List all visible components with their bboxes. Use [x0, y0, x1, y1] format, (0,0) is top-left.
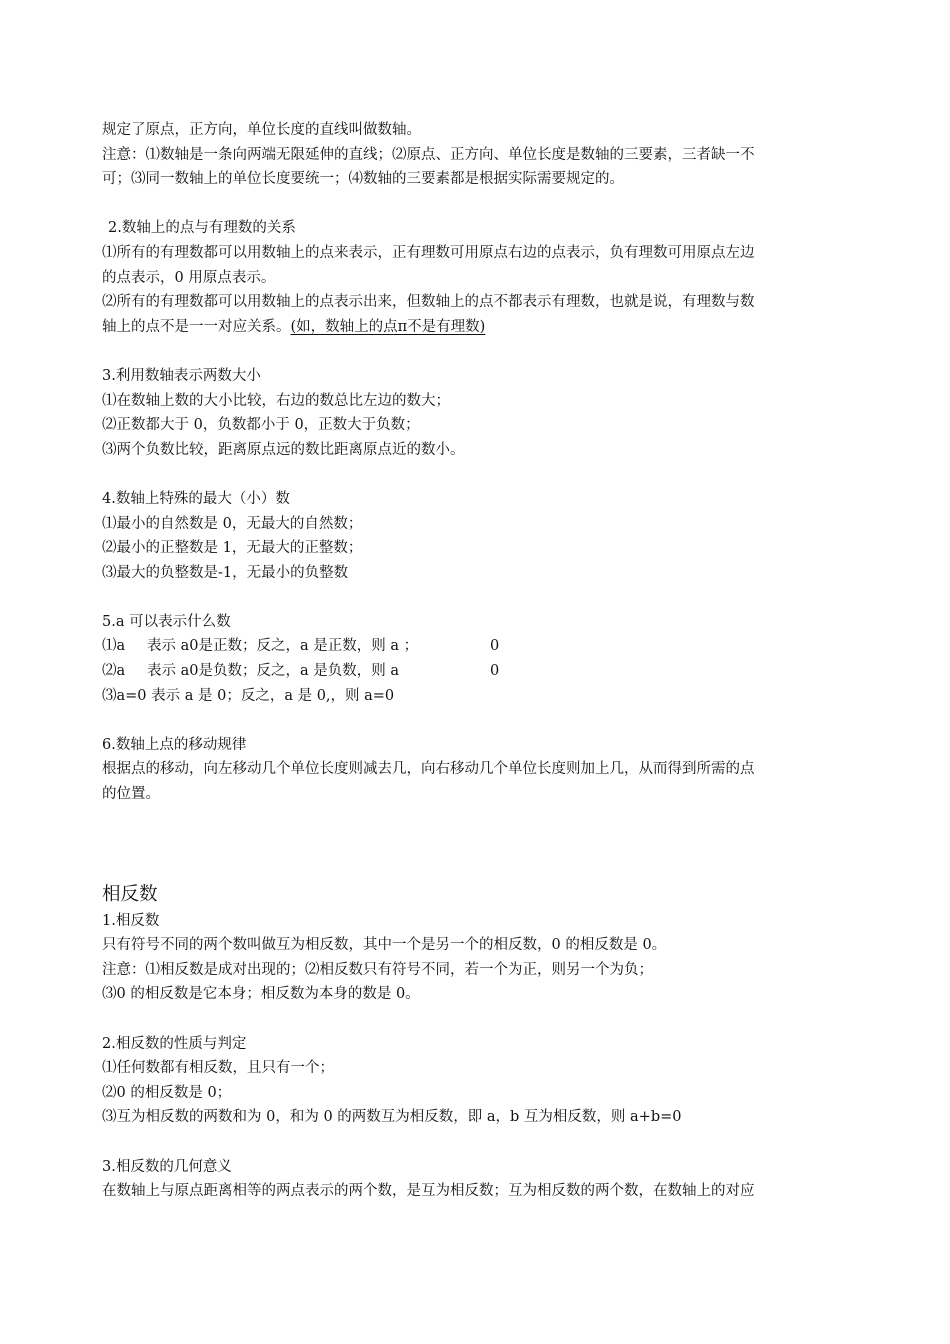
section-5-line-1-text: 表示 a0是正数；反之，a 是正数，则 a ；	[147, 638, 419, 655]
opposite-2-line-3: ⑶互为相反数的两数和为 0，和为 0 的两数互为相反数，即 a，b 互为相反数，则 a+b=0	[102, 1109, 682, 1126]
section-4-line-2: ⑵最小的正整数是 1，无最大的正整数；	[102, 540, 363, 557]
section-5-line-3: ⑶a=0 表示 a 是 0；反之，a 是 0,，则 a=0	[102, 687, 395, 704]
section-4-line-3: ⑶最大的负整数是-1，无最小的负整数	[102, 564, 349, 581]
section-3-line-3: ⑶两个负数比较，距离原点远的数比距离原点近的数小。	[102, 441, 465, 458]
opposite-2-line-2: ⑵0 的相反数是 0；	[102, 1084, 232, 1101]
axis-definition: 规定了原点，正方向，单位长度的直线叫做数轴。	[102, 122, 421, 138]
section-3-line-1: ⑴在数轴上数的大小比较，右边的数总比左边的数大；	[102, 392, 450, 409]
section-5-line-2-zero: 0	[490, 663, 500, 680]
opposite-1-line-1: 只有符号不同的两个数叫做互为相反数，其中一个是另一个的相反数，0 的相反数是 0。	[102, 937, 667, 954]
section-6-line-1: 根据点的移动，向左移动几个单位长度则减去几，向右移动几个单位长度则加上几，从而得到所需的点	[102, 761, 755, 778]
section-5-line-2-label: ⑵a	[102, 663, 126, 680]
section-5-line-2	[102, 659, 862, 684]
axis-note-line-2: 可；⑶同一数轴上的单位长度要统一；⑷数轴的三要素都是根据实际需要规定的。	[102, 171, 624, 188]
opposite-1-title: 1.相反数	[102, 912, 160, 929]
section-2-line-4-text: 轴上的点不是一一对应关系。	[102, 318, 291, 335]
section-2-line-1: ⑴所有的有理数都可以用数轴上的点来表示，正有理数可用原点右边的点表示，负有理数可用原点左边	[102, 244, 755, 261]
pi-example-note: (如，数轴上的点π不是有理数)	[290, 318, 486, 335]
opposite-3-title: 3.相反数的几何意义	[102, 1158, 232, 1175]
section-5-line-1-label: ⑴a	[102, 638, 126, 655]
section-5-line-1	[102, 634, 862, 659]
opposite-3-line-1: 在数轴上与原点距离相等的两点表示的两个数，是互为相反数；互为相反数的两个数，在数轴上的对应	[102, 1183, 755, 1200]
section-3-title: 3.利用数轴表示两数大小	[102, 367, 261, 384]
opposite-numbers-heading: 相反数	[102, 883, 158, 905]
section-3-line-2: ⑵正数都大于 0，负数都小于 0，正数大于负数；	[102, 417, 420, 434]
section-4-line-1: ⑴最小的自然数是 0，无最大的自然数；	[102, 515, 363, 532]
section-2-line-2: 的点表示，0 用原点表示。	[102, 269, 276, 286]
section-5-title: 5.a 可以表示什么数	[102, 613, 231, 630]
document-page	[102, 118, 862, 1204]
opposite-1-line-2: 注意：⑴相反数是成对出现的；⑵相反数只有符号不同，若一个为正，则另一个为负；	[102, 961, 653, 978]
opposite-2-line-1: ⑴任何数都有相反数，且只有一个；	[102, 1060, 334, 1077]
section-4-title: 4.数轴上特殊的最大（小）数	[102, 490, 290, 507]
section-5-line-1-zero: 0	[490, 638, 500, 655]
opposite-2-title: 2.相反数的性质与判定	[102, 1035, 247, 1052]
section-2-title: 2.数轴上的点与有理数的关系	[108, 220, 296, 237]
section-2-line-4	[102, 315, 862, 340]
section-5-line-2-text: 表示 a0是负数；反之，a 是负数，则 a	[147, 663, 399, 680]
section-6-title: 6.数轴上点的移动规律	[102, 736, 247, 753]
axis-note-line-1: 注意：⑴数轴是一条向两端无限延伸的直线；⑵原点、正方向、单位长度是数轴的三要素，三者缺一不	[102, 146, 755, 163]
section-2-line-3: ⑵所有的有理数都可以用数轴上的点表示出来，但数轴上的点不都表示有理数，也就是说，有理数与数	[102, 294, 755, 311]
opposite-1-line-3: ⑶0 的相反数是它本身；相反数为本身的数是 0。	[102, 986, 420, 1003]
section-6-line-2: 的位置。	[102, 786, 160, 803]
